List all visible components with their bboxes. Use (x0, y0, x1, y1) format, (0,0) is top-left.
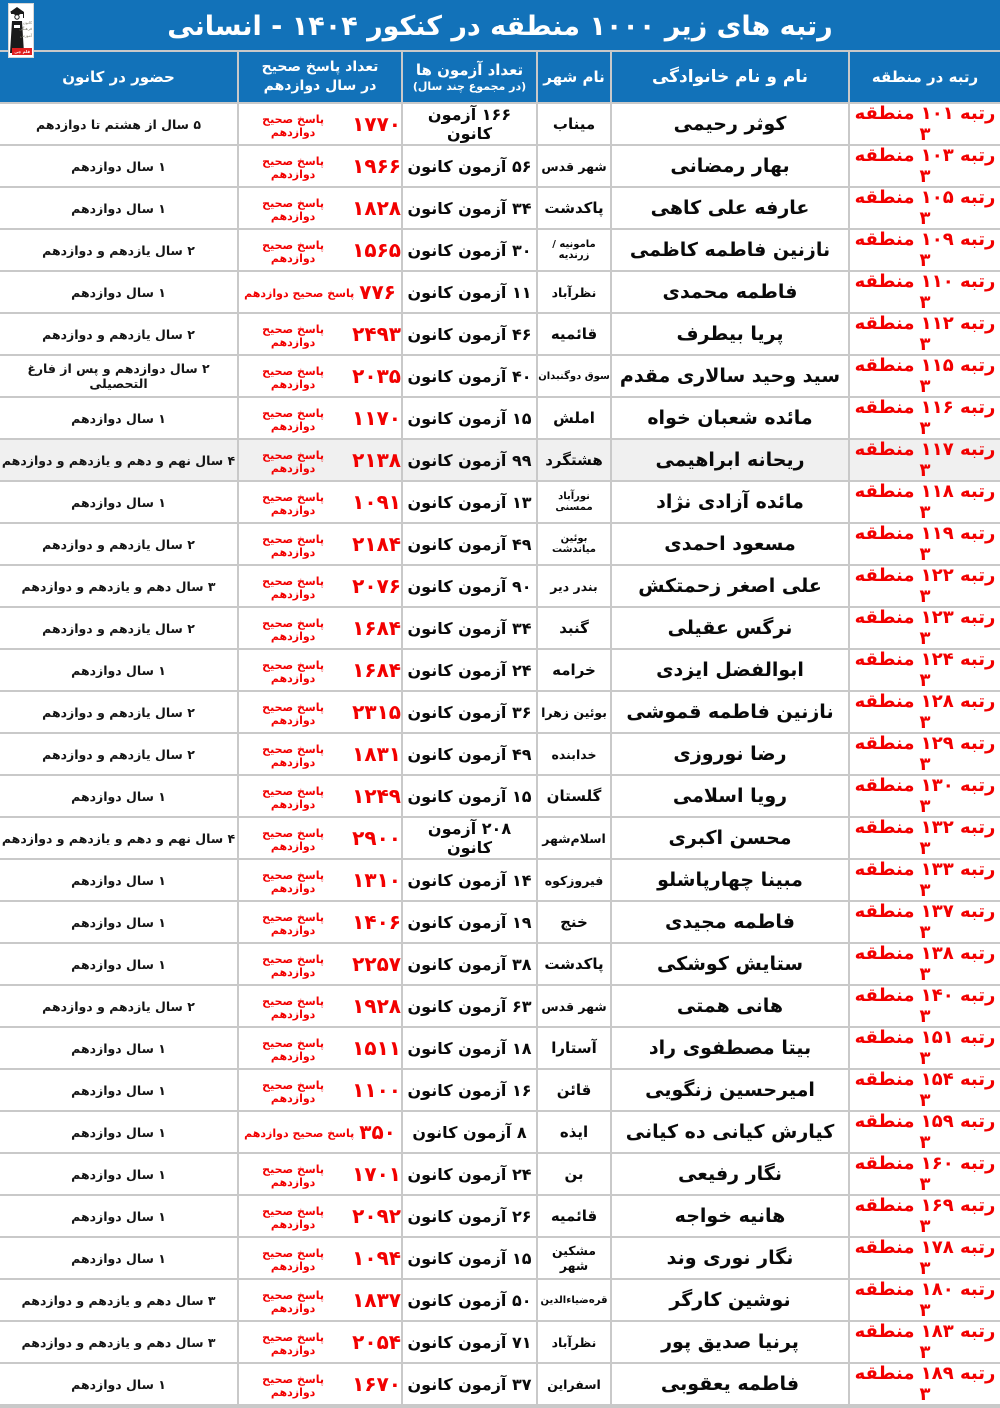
city-cell: شهر قدس (538, 986, 610, 1026)
correct-cell (239, 314, 401, 354)
city-cell: قائمیه (538, 1196, 610, 1236)
correct-suffix-label: پاسخ صحیح دوازدهم (262, 616, 324, 643)
correct-suffix-label: پاسخ صحیح دوازدهم (262, 112, 324, 139)
city-cell: مامونیه / زرندیه (538, 230, 610, 270)
correct-suffix-label: پاسخ صحیح دوازدهم (262, 826, 324, 853)
presence-cell: ۱ سال دوازدهم (0, 1196, 237, 1236)
city-cell: نورآباد ممسنی (538, 482, 610, 522)
correct-suffix-label: پاسخ صحیح دوازدهم (244, 287, 355, 300)
correct-suffix-label: پاسخ صحیح دوازدهم (262, 1162, 324, 1189)
correct-count: ۱۶۸۴ (352, 658, 401, 682)
name-cell: ستایش کوشکی (612, 944, 848, 984)
city-cell: نظرآباد (538, 272, 610, 312)
rank-cell: رتبه ۱۸۹ منطقه ۳ (850, 1364, 1000, 1404)
ghalamchi-badge: قلم چی (14, 49, 30, 54)
rank-cell: رتبه ۱۱۵ منطقه ۳ (850, 356, 1000, 396)
name-cell: هانیه خواجه (612, 1196, 848, 1236)
name-cell: نرگس عقیلی (612, 608, 848, 648)
correct-count: ۱۸۳۷ (352, 1288, 401, 1312)
rank-cell: رتبه ۱۲۳ منطقه ۳ (850, 608, 1000, 648)
correct-count: ۲۱۳۸ (352, 448, 401, 472)
correct-suffix-label: پاسخ صحیح دوازدهم (262, 1246, 324, 1273)
correct-cell (239, 986, 401, 1026)
correct-cell (239, 1112, 401, 1152)
city-cell: پاکدشت (538, 188, 610, 228)
rank-cell: رتبه ۱۸۳ منطقه ۳ (850, 1322, 1000, 1362)
exams-cell: ۲۶ آزمون کانون (403, 1196, 536, 1236)
name-cell: نوشین کارگر (612, 1280, 848, 1320)
exams-cell: ۱۶ آزمون کانون (403, 1070, 536, 1110)
correct-count: ۲۰۷۶ (352, 574, 401, 598)
city-cell: میناب (538, 104, 610, 144)
name-cell: مسعود احمدی (612, 524, 848, 564)
rank-cell: رتبه ۱۵۴ منطقه ۳ (850, 1070, 1000, 1110)
city-cell: آستارا (538, 1028, 610, 1068)
rank-cell: رتبه ۱۰۹ منطقه ۳ (850, 230, 1000, 270)
correct-cell (239, 1154, 401, 1194)
presence-cell: ۲ سال یازدهم و دوازدهم (0, 230, 237, 270)
name-cell: بهار رمضانی (612, 146, 848, 186)
rank-cell: رتبه ۱۵۹ منطقه ۳ (850, 1112, 1000, 1152)
correct-cell (239, 272, 401, 312)
correct-cell (239, 566, 401, 606)
city-cell: نظرآباد (538, 1322, 610, 1362)
correct-count: ۲۰۳۵ (352, 364, 401, 388)
correct-suffix-label: پاسخ صحیح دوازدهم (262, 994, 324, 1021)
name-cell: کیارش کیانی ده کیانی (612, 1112, 848, 1152)
column-header-name: نام و نام خانوادگی (612, 52, 848, 102)
correct-count: ۷۷۶ (359, 280, 396, 304)
correct-count: ۱۷۷۰ (352, 112, 401, 136)
presence-cell: ۱ سال دوازدهم (0, 482, 237, 522)
exams-cell: ۲۰۸ آزمون کانون (403, 818, 536, 858)
city-cell: فیروزکوه (538, 860, 610, 900)
rank-cell: رتبه ۱۰۳ منطقه ۳ (850, 146, 1000, 186)
correct-count: ۱۳۱۰ (352, 868, 401, 892)
exams-cell: ۵۶ آزمون کانون (403, 146, 536, 186)
presence-cell: ۲ سال یازدهم و دوازدهم (0, 986, 237, 1026)
presence-cell: ۱ سال دوازدهم (0, 1238, 237, 1278)
name-cell: سید وحید سالاری مقدم (612, 356, 848, 396)
column-header-rank: رتبه در منطقه (850, 52, 1000, 102)
presence-cell: ۲ سال یازدهم و دوازدهم (0, 314, 237, 354)
presence-cell: ۱ سال دوازدهم (0, 1364, 237, 1404)
city-cell: قره‌ضیاءالدین (538, 1280, 610, 1320)
correct-count: ۲۰۹۲ (352, 1204, 401, 1228)
exams-cell: ۱۴ آزمون کانون (403, 860, 536, 900)
rank-cell: رتبه ۱۷۸ منطقه ۳ (850, 1238, 1000, 1278)
name-cell: ابوالفضل ایزدی (612, 650, 848, 690)
rank-cell: رتبه ۱۴۰ منطقه ۳ (850, 986, 1000, 1026)
correct-cell (239, 440, 401, 480)
name-cell: کوثر رحیمی (612, 104, 848, 144)
correct-cell (239, 608, 401, 648)
city-cell: قائن (538, 1070, 610, 1110)
city-cell: بوئین زهرا (538, 692, 610, 732)
presence-cell: ۱ سال دوازدهم (0, 650, 237, 690)
presence-cell: ۴ سال نهم و دهم و یازدهم و دوازدهم (0, 818, 237, 858)
correct-count: ۱۵۱۱ (352, 1036, 401, 1060)
presence-cell: ۲ سال یازدهم و دوازدهم (0, 692, 237, 732)
correct-suffix-label: پاسخ صحیح دوازدهم (262, 784, 324, 811)
name-cell: امیرحسین زنگویی (612, 1070, 848, 1110)
correct-count: ۲۱۸۴ (352, 532, 401, 556)
city-cell: هشتگرد (538, 440, 610, 480)
exams-cell: ۲۴ آزمون کانون (403, 650, 536, 690)
rank-cell: رتبه ۱۳۷ منطقه ۳ (850, 902, 1000, 942)
correct-count: ۱۷۰۱ (352, 1162, 401, 1186)
presence-cell: ۵ سال از هشتم تا دوازدهم (0, 104, 237, 144)
correct-cell (239, 482, 401, 522)
correct-suffix-label: پاسخ صحیح دوازدهم (262, 532, 324, 559)
correct-suffix-label: پاسخ صحیح دوازدهم (262, 238, 324, 265)
rank-cell: رتبه ۱۳۳ منطقه ۳ (850, 860, 1000, 900)
correct-cell (239, 230, 401, 270)
rank-cell: رتبه ۱۵۱ منطقه ۳ (850, 1028, 1000, 1068)
rank-cell: رتبه ۱۱۶ منطقه ۳ (850, 398, 1000, 438)
exams-cell: ۱۸ آزمون کانون (403, 1028, 536, 1068)
city-cell: بندر دیر (538, 566, 610, 606)
correct-count: ۱۱۰۰ (352, 1078, 401, 1102)
city-cell: سوق دوگنبدان (538, 356, 610, 396)
correct-cell (239, 1196, 401, 1236)
name-cell: ریحانه ابراهیمی (612, 440, 848, 480)
correct-count: ۱۹۲۸ (352, 994, 401, 1018)
correct-cell (239, 146, 401, 186)
exams-cell: ۴۶ آزمون کانون (403, 314, 536, 354)
rank-cell: رتبه ۱۱۰ منطقه ۳ (850, 272, 1000, 312)
city-cell: بوئین میاندشت (538, 524, 610, 564)
rank-cell: رتبه ۱۳۰ منطقه ۳ (850, 776, 1000, 816)
exams-cell: ۶۳ آزمون کانون (403, 986, 536, 1026)
correct-suffix-label: پاسخ صحیح دوازدهم (262, 406, 324, 433)
rank-cell: رتبه ۱۳۲ منطقه ۳ (850, 818, 1000, 858)
correct-cell (239, 1070, 401, 1110)
correct-suffix-label: پاسخ صحیح دوازدهم (262, 658, 324, 685)
correct-cell (239, 1322, 401, 1362)
correct-cell (239, 398, 401, 438)
correct-suffix-label: پاسخ صحیح دوازدهم (262, 868, 324, 895)
city-cell: پاکدشت (538, 944, 610, 984)
exams-cell: ۳۷ آزمون کانون (403, 1364, 536, 1404)
correct-count: ۲۹۰۰ (352, 826, 401, 850)
correct-count: ۱۶۷۰ (352, 1372, 401, 1396)
presence-cell: ۳ سال دهم و یازدهم و دوازدهم (0, 1322, 237, 1362)
correct-suffix-label: پاسخ صحیح دوازدهم (262, 322, 324, 349)
exams-cell: ۲۴ آزمون کانون (403, 1154, 536, 1194)
rank-cell: رتبه ۱۶۰ منطقه ۳ (850, 1154, 1000, 1194)
exams-cell: ۳۸ آزمون کانون (403, 944, 536, 984)
exams-cell: ۳۴ آزمون کانون (403, 188, 536, 228)
exams-cell: ۸ آزمون کانون (403, 1112, 536, 1152)
exams-cell: ۳۰ آزمون کانون (403, 230, 536, 270)
name-cell: نگار رفیعی (612, 1154, 848, 1194)
correct-count: ۱۴۰۶ (352, 910, 401, 934)
exams-cell: ۳۴ آزمون کانون (403, 608, 536, 648)
correct-count: ۳۵۰ (359, 1120, 396, 1144)
city-cell: گنبد (538, 608, 610, 648)
kanoon-logo-text: کانون فرهنگی آموزش (19, 20, 32, 38)
city-cell: گلستان (538, 776, 610, 816)
correct-suffix-label: پاسخ صحیح دوازدهم (262, 574, 324, 601)
correct-suffix-label: پاسخ صحیح دوازدهم (262, 952, 324, 979)
name-cell: مائده آزادی نژاد (612, 482, 848, 522)
name-cell: نازنین فاطمه کاظمی (612, 230, 848, 270)
presence-cell: ۱ سال دوازدهم (0, 860, 237, 900)
correct-cell (239, 650, 401, 690)
rank-cell: رتبه ۱۱۲ منطقه ۳ (850, 314, 1000, 354)
correct-suffix-label: پاسخ صحیح دوازدهم (262, 910, 324, 937)
city-cell: اسفراین (538, 1364, 610, 1404)
rank-cell: رتبه ۱۶۹ منطقه ۳ (850, 1196, 1000, 1236)
name-cell: علی اصغر زحمتکش (612, 566, 848, 606)
name-cell: بیتا مصطفوی راد (612, 1028, 848, 1068)
exams-cell: ۱۵ آزمون کانون (403, 1238, 536, 1278)
name-cell: نازنین فاطمه قموشی (612, 692, 848, 732)
presence-cell: ۱ سال دوازدهم (0, 146, 237, 186)
presence-cell: ۱ سال دوازدهم (0, 902, 237, 942)
correct-cell (239, 524, 401, 564)
exams-cell: ۳۶ آزمون کانون (403, 692, 536, 732)
name-cell: عارفه علی کاهی (612, 188, 848, 228)
city-cell: خرامه (538, 650, 610, 690)
name-cell: پریا بیطرف (612, 314, 848, 354)
city-cell: خدابنده (538, 734, 610, 774)
correct-suffix-label: پاسخ صحیح دوازدهم (262, 1204, 324, 1231)
exams-cell: ۱۶۶ آزمون کانون (403, 104, 536, 144)
correct-suffix-label: پاسخ صحیح دوازدهم (262, 1372, 324, 1399)
correct-cell (239, 188, 401, 228)
correct-suffix-label: پاسخ صحیح دوازدهم (244, 1127, 355, 1140)
correct-count: ۲۴۹۳ (352, 322, 401, 346)
correct-suffix-label: پاسخ صحیح دوازدهم (262, 364, 324, 391)
presence-cell: ۱ سال دوازدهم (0, 1028, 237, 1068)
correct-count: ۲۰۵۴ (352, 1330, 401, 1354)
city-cell: خنج (538, 902, 610, 942)
rank-cell: رتبه ۱۲۹ منطقه ۳ (850, 734, 1000, 774)
name-cell: هانی همتی (612, 986, 848, 1026)
correct-cell (239, 776, 401, 816)
correct-suffix-label: پاسخ صحیح دوازدهم (262, 1288, 324, 1315)
presence-cell: ۲ سال دوازدهم و پس از فارغ التحصیلی (0, 356, 237, 396)
correct-suffix-label: پاسخ صحیح دوازدهم (262, 154, 324, 181)
rank-cell: رتبه ۱۱۸ منطقه ۳ (850, 482, 1000, 522)
correct-count: ۱۱۷۰ (352, 406, 401, 430)
column-header-exams: تعداد آزمون ها (در مجموع چند سال) (403, 52, 536, 102)
exams-cell: ۹۹ آزمون کانون (403, 440, 536, 480)
name-cell: فاطمه مجیدی (612, 902, 848, 942)
correct-cell (239, 860, 401, 900)
correct-cell (239, 1238, 401, 1278)
column-header-correct: تعداد پاسخ صحیح در سال دوازدهم (239, 52, 401, 102)
exams-cell: ۴۹ آزمون کانون (403, 524, 536, 564)
name-cell: مبینا چهارپاشلو (612, 860, 848, 900)
correct-cell (239, 734, 401, 774)
correct-suffix-label: پاسخ صحیح دوازدهم (262, 1036, 324, 1063)
correct-suffix-label: پاسخ صحیح دوازدهم (262, 742, 324, 769)
correct-cell (239, 818, 401, 858)
correct-count: ۱۸۲۸ (352, 196, 401, 220)
exams-cell: ۱۹ آزمون کانون (403, 902, 536, 942)
city-cell: مشکین شهر (538, 1238, 610, 1278)
presence-cell: ۲ سال یازدهم و دوازدهم (0, 734, 237, 774)
exams-cell: ۴۹ آزمون کانون (403, 734, 536, 774)
correct-count: ۱۶۸۴ (352, 616, 401, 640)
rank-cell: رتبه ۱۳۸ منطقه ۳ (850, 944, 1000, 984)
city-cell: اسلام‌شهر (538, 818, 610, 858)
correct-cell (239, 1028, 401, 1068)
city-cell: قائمیه (538, 314, 610, 354)
exams-cell: ۱۵ آزمون کانون (403, 776, 536, 816)
correct-count: ۲۳۱۵ (352, 700, 401, 724)
correct-count: ۱۲۴۹ (352, 784, 401, 808)
exams-cell: ۹۰ آزمون کانون (403, 566, 536, 606)
city-cell: املش (538, 398, 610, 438)
correct-suffix-label: پاسخ صحیح دوازدهم (262, 1078, 324, 1105)
rank-cell: رتبه ۱۲۲ منطقه ۳ (850, 566, 1000, 606)
correct-suffix-label: پاسخ صحیح دوازدهم (262, 490, 324, 517)
kanoon-logo (8, 3, 34, 58)
presence-cell: ۱ سال دوازدهم (0, 398, 237, 438)
exams-cell: ۱۵ آزمون کانون (403, 398, 536, 438)
presence-cell: ۱ سال دوازدهم (0, 188, 237, 228)
correct-count: ۲۲۵۷ (352, 952, 401, 976)
exams-cell: ۱۳ آزمون کانون (403, 482, 536, 522)
correct-cell (239, 902, 401, 942)
correct-count: ۱۰۹۴ (352, 1246, 401, 1270)
correct-suffix-label: پاسخ صحیح دوازدهم (262, 196, 324, 223)
presence-cell: ۱ سال دوازدهم (0, 272, 237, 312)
rank-cell: رتبه ۱۰۵ منطقه ۳ (850, 188, 1000, 228)
presence-cell: ۱ سال دوازدهم (0, 1112, 237, 1152)
exams-cell: ۷۱ آزمون کانون (403, 1322, 536, 1362)
city-cell: ایذه (538, 1112, 610, 1152)
rank-cell: رتبه ۱۲۸ منطقه ۳ (850, 692, 1000, 732)
name-cell: پرنیا صدیق پور (612, 1322, 848, 1362)
column-header-presence: حضور در کانون (0, 52, 237, 102)
title-bar (0, 0, 1000, 52)
presence-cell: ۴ سال نهم و دهم و یازدهم و دوازدهم (0, 440, 237, 480)
name-cell: رویا اسلامی (612, 776, 848, 816)
city-cell: بن (538, 1154, 610, 1194)
correct-count: ۱۰۹۱ (352, 490, 401, 514)
rank-cell: رتبه ۱۱۷ منطقه ۳ (850, 440, 1000, 480)
name-cell: نگار نوری وند (612, 1238, 848, 1278)
presence-cell: ۲ سال یازدهم و دوازدهم (0, 608, 237, 648)
presence-cell: ۱ سال دوازدهم (0, 944, 237, 984)
correct-cell (239, 692, 401, 732)
presence-cell: ۲ سال یازدهم و دوازدهم (0, 524, 237, 564)
exams-cell: ۴۰ آزمون کانون (403, 356, 536, 396)
correct-cell (239, 944, 401, 984)
presence-cell: ۱ سال دوازدهم (0, 1154, 237, 1194)
name-cell: رضا نوروزی (612, 734, 848, 774)
name-cell: فاطمه یعقوبی (612, 1364, 848, 1404)
name-cell: فاطمه محمدی (612, 272, 848, 312)
correct-count: ۱۹۶۶ (352, 154, 401, 178)
correct-cell (239, 1364, 401, 1404)
exams-cell: ۵۰ آزمون کانون (403, 1280, 536, 1320)
correct-suffix-label: پاسخ صحیح دوازدهم (262, 448, 324, 475)
correct-count: ۱۸۳۱ (352, 742, 401, 766)
correct-suffix-label: پاسخ صحیح دوازدهم (262, 700, 324, 727)
correct-suffix-label: پاسخ صحیح دوازدهم (262, 1330, 324, 1357)
correct-cell (239, 356, 401, 396)
rank-cell: رتبه ۱۸۰ منطقه ۳ (850, 1280, 1000, 1320)
city-cell: شهر قدس (538, 146, 610, 186)
presence-cell: ۱ سال دوازدهم (0, 1070, 237, 1110)
correct-cell (239, 104, 401, 144)
page-title: رتبه های زیر ۱۰۰۰ منطقه در کنکور ۱۴۰۴ - انسانی (167, 10, 833, 42)
name-cell: مائده شعبان خواه (612, 398, 848, 438)
correct-count: ۱۵۶۵ (352, 238, 401, 262)
presence-cell: ۱ سال دوازدهم (0, 776, 237, 816)
ranking-table (0, 52, 1000, 1404)
exams-cell: ۱۱ آزمون کانون (403, 272, 536, 312)
column-header-city: نام شهر (538, 52, 610, 102)
rank-cell: رتبه ۱۱۹ منطقه ۳ (850, 524, 1000, 564)
name-cell: محسن اکبری (612, 818, 848, 858)
rank-cell: رتبه ۱۰۱ منطقه ۳ (850, 104, 1000, 144)
presence-cell: ۳ سال دهم و یازدهم و دوازدهم (0, 566, 237, 606)
correct-cell (239, 1280, 401, 1320)
rank-cell: رتبه ۱۲۴ منطقه ۳ (850, 650, 1000, 690)
presence-cell: ۳ سال دهم و یازدهم و دوازدهم (0, 1280, 237, 1320)
